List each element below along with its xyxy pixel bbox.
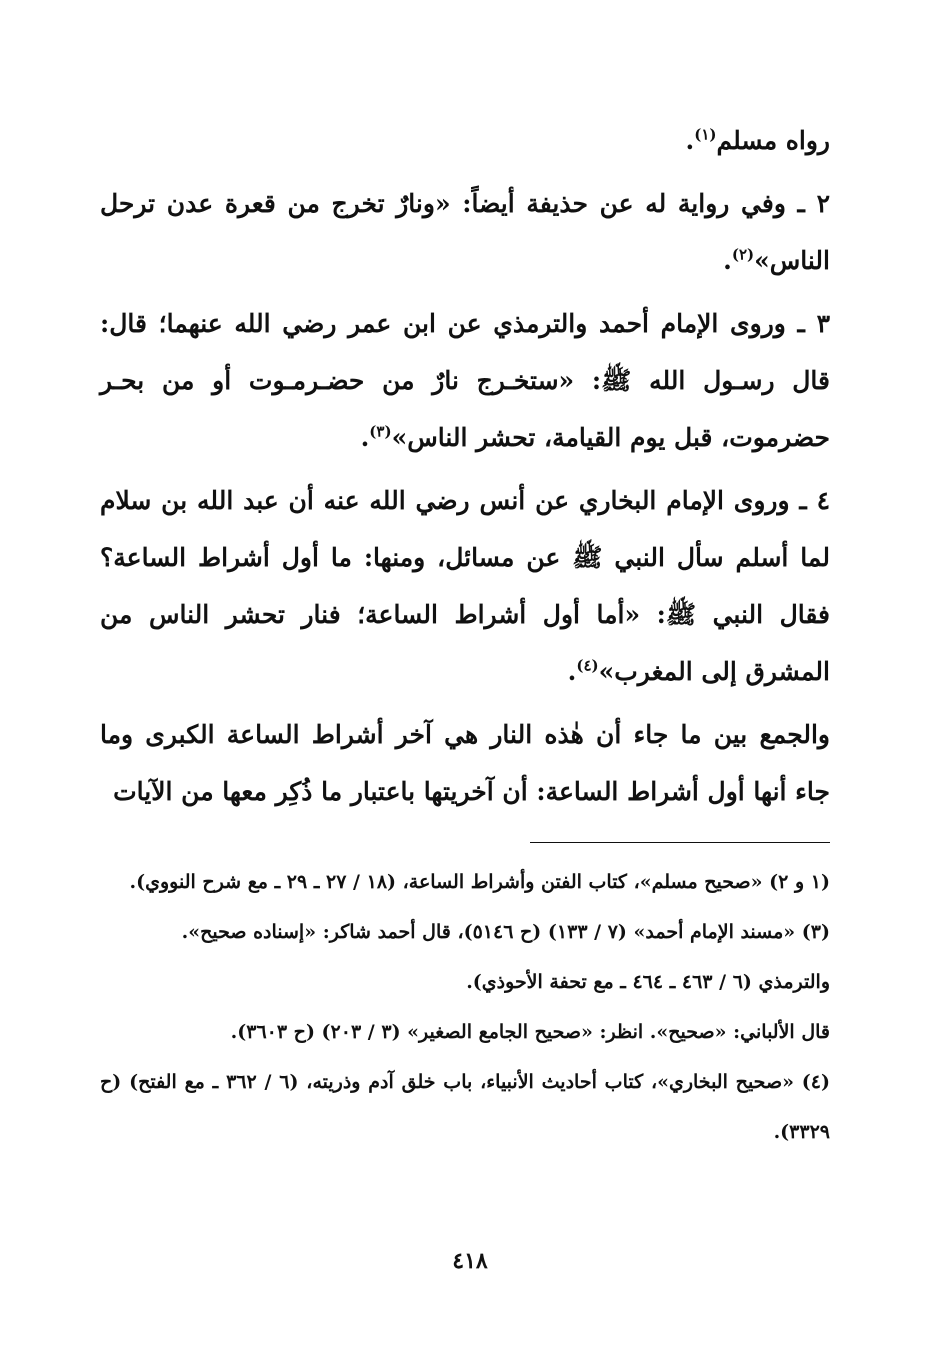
footnote-marker[interactable]: (٣): [369, 422, 392, 441]
body-paragraph-3: [100, 295, 830, 466]
paragraph-text: ٣ ـ وروى الإمام أحمد والترمذي عن ابن عمر رضي الله عنهما؛ قال: قال رسـول الله ﷺ: «ستخـرج نارٌ من حضـرمـوت أو من بحـر حضرموت، قبل يوم القيامة، تحشر الناس»: [100, 309, 830, 452]
paragraph-end: .: [685, 126, 695, 155]
paragraph-text: ٤ ـ وروى الإمام البخاري عن أنس رضي الله عنه أن عبد الله بن سلام لما أسلم سأل النبي ﷺ عن مسائل، ومنها: ما أول أشراط الساعة؟ فقال النبي ﷺ: «أما أول أشراط الساعة؛ فنار تحشر الناس من المشرق إلى المغرب»: [100, 486, 830, 686]
footnote-3: (٣) «مسند الإمام أحمد» (٧ / ١٣٣) (ح ٥١٤٦)، قال أحمد شاكر: «إسناده صحيح».: [181, 921, 830, 943]
paragraph-end: .: [360, 423, 370, 452]
paragraph-text: والجمع بين ما جاء أن هٰذه النار هي آخر أشراط الساعة الكبرى وما جاء أنها أول أشراط الساعة: أن آخريتها باعتبار ما ذُكِر معها من الآيات: [100, 720, 830, 806]
body-paragraph-2: [100, 175, 830, 289]
body-paragraph-5: [100, 706, 830, 820]
page-content: [100, 112, 830, 1157]
footnote-marker[interactable]: (٤): [576, 656, 599, 675]
paragraph-text: رواه مسلم: [716, 126, 830, 155]
footnote-3-continuation: والترمذي (٦ / ٤٦٣ ـ ٤٦٤ ـ مع تحفة الأحوذي).: [466, 971, 830, 993]
paragraph-end: .: [567, 657, 577, 686]
body-paragraph-1: [100, 112, 830, 169]
footnote-divider: [530, 842, 830, 843]
footnote-marker[interactable]: (٢): [731, 245, 755, 264]
footnotes-section: [100, 857, 830, 1157]
footnote-3-continuation: قال الألباني: «صحيح». انظر: «صحيح الجامع الصغير» (٣ / ٢٠٣) (ح ٣٦٠٣).: [230, 1021, 830, 1043]
page-number: ٤١٨: [452, 1248, 488, 1274]
footnote-marker[interactable]: (١): [694, 125, 717, 144]
body-paragraph-4: [100, 472, 830, 700]
footnote-1-2: (١ و ٢) «صحيح مسلم»، كتاب الفتن وأشراط الساعة، (١٨ / ٢٧ ـ ٢٩ ـ مع شرح النووي).: [129, 871, 830, 893]
footnote-4: (٤) «صحيح البخاري»، كتاب أحاديث الأنبياء، باب خلق آدم وذريته، (٦ / ٣٦٢ ـ مع الفتح) (ح ٣٣٢٩).: [100, 1071, 830, 1143]
paragraph-end: .: [723, 246, 732, 275]
paragraph-text: ٢ ـ وفي رواية له عن حذيفة أيضاً: «ونارٌ تخرج من قعرة عدن ترحل الناس»: [100, 189, 830, 275]
